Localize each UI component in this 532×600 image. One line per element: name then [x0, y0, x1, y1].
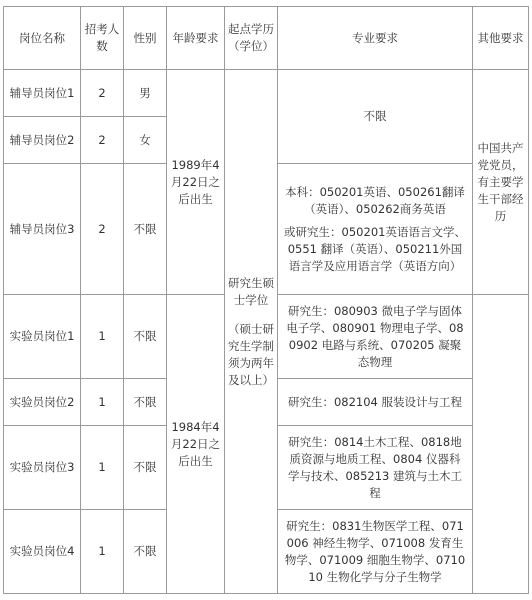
header-count: 招考人数 [81, 7, 124, 70]
position-cell: 辅导员岗位1 [4, 70, 81, 117]
header-gender: 性别 [124, 7, 167, 70]
gender-cell: 女 [124, 117, 167, 164]
header-major: 专业要求 [278, 7, 473, 70]
gender-cell: 不限 [124, 510, 167, 594]
age-cell-lab: 1984年4月22日之后出生 [167, 295, 225, 594]
major-cell-unlimited: 不限 [278, 70, 473, 164]
major-undergrad-text: 本科：050201英语、050261翻译（英语）、050262商务英语 [285, 184, 465, 216]
major-cell-lab-4: 研究生：0831生物医学工程、071006 神经生物学、071008 发育生物学、071009 细胞生物学、071010 生物化学与分子生物学 [278, 510, 473, 594]
major-grad-text: 或研究生：050201英语语言文学、0551 翻译（英语）、050211外国语言学及应用语言学（英语方向） [284, 224, 466, 273]
header-position: 岗位名称 [4, 7, 81, 70]
education-main: 研究生硕士学位 [228, 275, 274, 307]
position-cell: 实验员岗位1 [4, 295, 81, 379]
count-cell: 2 [81, 70, 124, 117]
position-cell: 实验员岗位2 [4, 379, 81, 426]
major-cell-lab-1: 研究生：080903 微电子学与固体电子学、080901 物理电子学、080902 电路与系统、070205 凝聚态物理 [278, 295, 473, 379]
gender-cell: 男 [124, 70, 167, 117]
header-row [4, 7, 529, 70]
count-cell: 2 [81, 164, 124, 295]
header-other: 其他要求 [473, 7, 529, 70]
major-cell-lab-3: 研究生：0814土木工程、0818地质资源与地质工程、0804 仪器科学与技术、085213 建筑与土木工程 [278, 426, 473, 510]
age-cell-counselor: 1989年4月22日之后出生 [167, 70, 225, 295]
major-cell-counselor-3 [278, 164, 473, 295]
gender-cell: 不限 [124, 379, 167, 426]
position-cell: 实验员岗位3 [4, 426, 81, 510]
count-cell: 2 [81, 117, 124, 164]
gender-cell: 不限 [124, 295, 167, 379]
count-cell: 1 [81, 295, 124, 379]
count-cell: 1 [81, 426, 124, 510]
count-cell: 1 [81, 510, 124, 594]
gender-cell: 不限 [124, 426, 167, 510]
table-row [4, 70, 529, 117]
education-note: （硕士研究生学制须为两年及以上） [228, 321, 274, 387]
education-cell [225, 70, 278, 594]
gender-cell: 不限 [124, 164, 167, 295]
position-cell: 辅导员岗位2 [4, 117, 81, 164]
other-cell-counselor: 中国共产党党员，有主要学生干部经历 [473, 70, 529, 295]
count-cell: 1 [81, 379, 124, 426]
header-age: 年龄要求 [167, 7, 225, 70]
position-cell: 实验员岗位4 [4, 510, 81, 594]
position-cell: 辅导员岗位3 [4, 164, 81, 295]
other-cell-lab [473, 295, 529, 594]
major-cell-lab-2: 研究生：082104 服装设计与工程 [278, 379, 473, 426]
header-education: 起点学历（学位） [225, 7, 278, 70]
recruitment-table [3, 6, 529, 594]
